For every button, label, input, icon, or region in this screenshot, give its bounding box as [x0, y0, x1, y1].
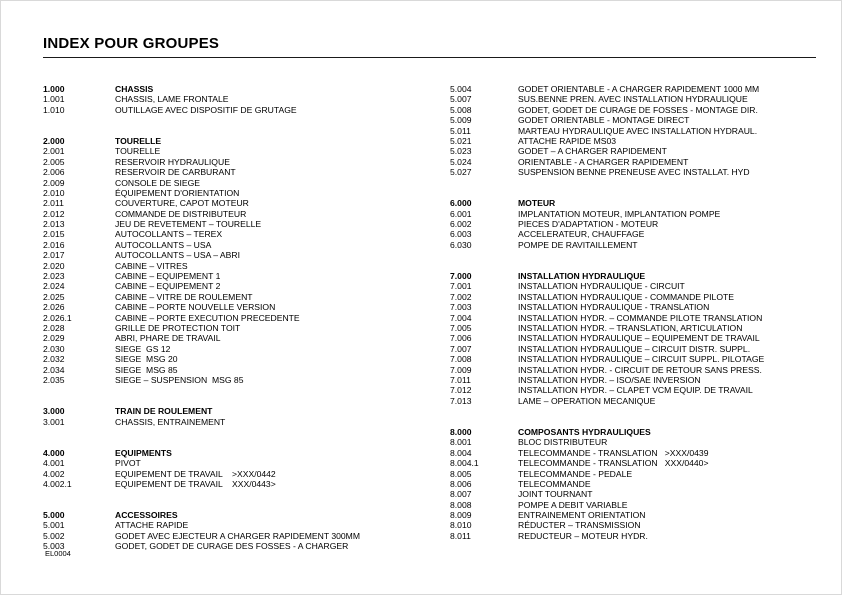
index-row-number: 5.021	[450, 135, 472, 146]
index-row-number: 5.023	[450, 146, 472, 157]
index-row-number: 2.026	[43, 302, 65, 313]
index-row-number: 4.002	[43, 468, 65, 479]
index-row	[450, 302, 764, 312]
index-row-number: 6.003	[450, 229, 472, 240]
index-row-label: MOTEUR	[518, 198, 556, 209]
index-row-label: INSTALLATION HYDRAULIQUE – EQUIPEMENT DE TRAVAIL	[518, 333, 760, 344]
index-row	[450, 354, 764, 364]
index-row	[43, 219, 360, 229]
index-row-label: POMPE DE RAVITAILLEMENT	[518, 239, 638, 250]
index-row-label: INSTALLATION HYDR. – COMMANDE PILOTE TRANSLATION	[518, 312, 763, 323]
index-row-number: 6.001	[450, 208, 472, 219]
index-row-number: 8.007	[450, 489, 472, 500]
index-row-number: 5.004	[450, 84, 472, 94]
index-row-number: 8.005	[450, 468, 472, 479]
index-section	[43, 448, 360, 490]
index-row-number: 8.011	[450, 530, 471, 541]
index-row-number: 2.013	[43, 219, 65, 230]
index-row-number: 2.011	[43, 198, 64, 209]
index-row-number: 7.002	[450, 291, 472, 302]
index-row-number: 7.013	[450, 395, 472, 406]
index-row-label: SUSPENSION BENNE PRENEUSE AVEC INSTALLAT. HYD	[518, 167, 750, 178]
index-row-number: 5.024	[450, 156, 472, 167]
index-row	[450, 84, 764, 94]
index-row-number: 8.004	[450, 447, 472, 458]
index-row	[450, 323, 764, 333]
index-row-number: 8.010	[450, 520, 472, 531]
index-row-label: COMMANDE DE DISTRIBUTEUR	[115, 208, 247, 219]
index-section	[43, 510, 360, 552]
index-row-label: COUVERTURE, CAPOT MOTEUR	[115, 198, 249, 209]
index-row-number: 7.011	[450, 374, 471, 385]
index-row-label: COMPOSANTS HYDRAULIQUES	[518, 426, 651, 437]
index-row	[43, 261, 360, 271]
index-row-label: SUS.BENNE PREN. AVEC INSTALLATION HYDRAULIQUE	[518, 94, 748, 105]
index-section-header-row	[450, 427, 764, 437]
index-row-label: JEU DE REVETEMENT – TOURELLE	[115, 219, 262, 230]
index-row-label: INSTALLATION HYDRAULIQUE – CIRCUIT DISTR. SUPPL.	[518, 343, 751, 354]
index-row-number: 5.000	[43, 510, 65, 521]
index-row	[43, 198, 360, 208]
index-row	[43, 157, 360, 167]
index-row-label: GODET, GODET DE CURAGE DES FOSSES - A CHARGER	[115, 541, 349, 552]
index-row-number: 7.005	[450, 323, 472, 334]
index-row-number: 1.010	[43, 104, 65, 115]
index-row	[450, 157, 764, 167]
index-row-label: GODET, GODET DE CURAGE DE FOSSES - MONTAGE DIR.	[518, 104, 758, 115]
index-section-header-row	[43, 406, 360, 416]
index-row-number: 6.000	[450, 198, 472, 209]
index-row	[43, 354, 360, 364]
index-row	[450, 458, 764, 468]
index-row	[450, 333, 764, 343]
index-row-label: TELECOMMANDE - PEDALE	[518, 468, 633, 479]
index-row	[43, 323, 360, 333]
index-row-label: CONSOLE DE SIEGE	[115, 177, 201, 188]
index-row	[43, 146, 360, 156]
index-row-number: 2.010	[43, 187, 65, 198]
index-section-header-row	[43, 448, 360, 458]
index-row-number: 2.016	[43, 239, 65, 250]
index-row-number: 2.030	[43, 343, 65, 354]
index-row-number: 7.001	[450, 281, 472, 292]
index-row-label: MARTEAU HYDRAULIQUE AVEC INSTALLATION HYDRAUL.	[518, 125, 758, 136]
index-row	[43, 229, 360, 239]
index-row	[450, 385, 764, 395]
index-row	[450, 240, 764, 250]
index-row-label: TOURELLE	[115, 146, 161, 157]
index-row-number: 3.000	[43, 406, 65, 417]
index-section-header-row	[450, 271, 764, 281]
index-row-label: ORIENTABLE - A CHARGER RAPIDEMENT	[518, 156, 689, 167]
index-row-label: JOINT TOURNANT	[518, 489, 593, 500]
index-row-label: PIVOT	[115, 458, 141, 469]
index-row-label: ENTRAINEMENT ORIENTATION	[518, 510, 646, 521]
index-row-label: TELECOMMANDE - TRANSLATION XXX/0440>	[518, 458, 709, 469]
document-code: EL0004	[45, 549, 71, 558]
index-row-label: CABINE – EQUIPEMENT 1	[115, 271, 221, 282]
index-row	[43, 240, 360, 250]
index-row	[450, 510, 764, 520]
index-section-header-row	[43, 510, 360, 520]
index-row	[450, 229, 764, 239]
index-row	[450, 365, 764, 375]
index-section	[43, 84, 360, 115]
index-row	[450, 105, 764, 115]
index-section	[43, 406, 360, 427]
index-row-number: 7.007	[450, 343, 472, 354]
index-row-label: CABINE – VITRES	[115, 260, 188, 271]
index-row-label: SIEGE GS 12	[115, 343, 171, 354]
index-row-number: 5.009	[450, 115, 472, 126]
index-row	[43, 365, 360, 375]
index-row-number: 7.000	[450, 271, 472, 282]
index-row-number: 5.003	[43, 541, 65, 552]
index-row-number: 5.011	[450, 125, 471, 136]
index-row	[450, 344, 764, 354]
index-row-number: 8.001	[450, 437, 472, 448]
index-row	[43, 520, 360, 530]
index-row-number: 2.001	[43, 146, 65, 157]
title-underline-rule	[43, 57, 816, 58]
index-row-label: CABINE – PORTE NOUVELLE VERSION	[115, 302, 276, 313]
index-row-label: SIEGE MSG 20	[115, 354, 178, 365]
index-row-number: 4.000	[43, 447, 65, 458]
index-row	[450, 448, 764, 458]
index-row-number: 5.002	[43, 530, 65, 541]
index-row-number: 7.004	[450, 312, 472, 323]
index-row-number: 2.000	[43, 135, 65, 146]
index-row-number: 7.012	[450, 385, 472, 396]
index-row-label: CHASSIS	[115, 84, 154, 94]
index-row-label: ACCESSOIRES	[115, 510, 178, 521]
index-row-label: INSTALLATION HYDRAULIQUE - COMMANDE PILOTE	[518, 291, 734, 302]
index-row-number: 5.008	[450, 104, 472, 115]
index-row	[450, 115, 764, 125]
index-row-label: INSTALLATION HYDRAULIQUE - CIRCUIT	[518, 281, 685, 292]
index-row-label: OUTILLAGE AVEC DISPOSITIF DE GRUTAGE	[115, 104, 297, 115]
index-row-label: EQUIPEMENT DE TRAVAIL >XXX/0442	[115, 468, 276, 479]
index-row	[43, 250, 360, 260]
index-row-label: TELECOMMANDE	[518, 478, 591, 489]
index-row-label: RESERVOIR HYDRAULIQUE	[115, 156, 230, 167]
index-row	[43, 178, 360, 188]
index-row	[43, 313, 360, 323]
index-row-number: 7.006	[450, 333, 472, 344]
index-row-number: 2.034	[43, 364, 65, 375]
index-row-label: SIEGE – SUSPENSION MSG 85	[115, 374, 244, 385]
index-row-label: GODET ORIENTABLE - A CHARGER RAPIDEMENT 1000 MM	[518, 84, 760, 94]
index-row-label: GODET ORIENTABLE - MONTAGE DIRECT	[518, 115, 690, 126]
index-row-label: RÉDUCTER – TRANSMISSION	[518, 520, 641, 531]
index-row-label: TELECOMMANDE - TRANSLATION >XXX/0439	[518, 447, 709, 458]
index-row-label: RESERVOIR DE CARBURANT	[115, 167, 236, 178]
index-row-number: 8.008	[450, 499, 472, 510]
index-row-label: INSTALLATION HYDR. – TRANSLATION, ARTICULATION	[518, 323, 743, 334]
index-row	[43, 469, 360, 479]
index-row-number: 2.020	[43, 260, 65, 271]
index-row-label: EQUIPEMENT DE TRAVAIL XXX/0443>	[115, 478, 276, 489]
index-row	[450, 531, 764, 541]
index-row	[43, 344, 360, 354]
index-row-label: IMPLANTATION MOTEUR, IMPLANTATION POMPE	[518, 208, 721, 219]
index-row-number: 7.003	[450, 302, 472, 313]
index-row	[450, 167, 764, 177]
index-row-number: 2.009	[43, 177, 65, 188]
index-row	[43, 302, 360, 312]
index-row-number: 2.024	[43, 281, 65, 292]
index-row	[450, 437, 764, 447]
index-section	[43, 136, 360, 385]
index-section	[450, 84, 764, 178]
index-section	[450, 198, 764, 250]
index-row-label: AUTOCOLLANTS – USA	[115, 239, 212, 250]
index-row-number: 6.002	[450, 219, 472, 230]
index-row-number: 1.001	[43, 94, 65, 105]
index-row-label: INSTALLATION HYDRAULIQUE – CIRCUIT SUPPL. PILOTAGE	[518, 354, 765, 365]
index-row-number: 3.001	[43, 416, 65, 427]
index-row-number: 2.023	[43, 271, 65, 282]
index-row-number: 2.012	[43, 208, 65, 219]
index-row	[450, 292, 764, 302]
index-row-number: 8.000	[450, 426, 472, 437]
index-row	[450, 489, 764, 499]
index-row-label: PIECES D'ADAPTATION - MOTEUR	[518, 219, 659, 230]
index-row	[450, 94, 764, 104]
index-row-number: 2.035	[43, 374, 65, 385]
index-row-label: INSTALLATION HYDR. – ISO/SAE INVERSION	[518, 374, 701, 385]
index-row-label: REDUCTEUR – MOTEUR HYDR.	[518, 530, 648, 541]
index-row	[450, 136, 764, 146]
index-row-label: INSTALLATION HYDR. - CIRCUIT DE RETOUR SANS PRESS.	[518, 364, 762, 375]
index-row	[450, 313, 764, 323]
index-row-label: CHASSIS, LAME FRONTALE	[115, 94, 229, 105]
index-row	[43, 292, 360, 302]
index-row-number: 2.025	[43, 291, 65, 302]
index-row-number: 2.017	[43, 250, 65, 261]
index-row-label: TRAIN DE ROULEMENT	[115, 406, 213, 417]
index-row	[450, 396, 764, 406]
index-row-label: POMPE A DEBIT VARIABLE	[518, 499, 628, 510]
index-row	[450, 520, 764, 530]
index-row-label: ATTACHE RAPIDE MS03	[518, 135, 617, 146]
index-row-number: 7.008	[450, 354, 472, 365]
index-row-number: 4.002.1	[43, 478, 72, 489]
index-row-label: LAME – OPERATION MECANIQUE	[518, 395, 656, 406]
index-row	[43, 209, 360, 219]
index-row-label: BLOC DISTRIBUTEUR	[518, 437, 608, 448]
index-row-label: AUTOCOLLANTS – USA – ABRI	[115, 250, 240, 261]
index-section-header-row	[450, 198, 764, 208]
page-title: INDEX POUR GROUPES	[43, 35, 220, 52]
index-section-header-row	[43, 84, 360, 94]
index-row-label: AUTOCOLLANTS – TEREX	[115, 229, 223, 240]
index-row-label: SIEGE MSG 85	[115, 364, 178, 375]
index-row-label: INSTALLATION HYDRAULIQUE - TRANSLATION	[518, 302, 710, 313]
index-row-number: 8.009	[450, 510, 472, 521]
index-row	[43, 458, 360, 468]
index-row-label: CABINE – EQUIPEMENT 2	[115, 281, 221, 292]
index-row	[450, 375, 764, 385]
index-row-label: CABINE – VITRE DE ROULEMENT	[115, 291, 253, 302]
index-row-label: INSTALLATION HYDRAULIQUE	[518, 271, 646, 282]
index-row	[43, 375, 360, 385]
index-row	[43, 105, 360, 115]
index-row-number: 2.006	[43, 167, 65, 178]
index-row-number: 6.030	[450, 239, 472, 250]
index-row-label: GODET – A CHARGER RAPIDEMENT	[518, 146, 667, 157]
index-row	[43, 167, 360, 177]
index-row-label: ACCELERATEUR, CHAUFFAGE	[518, 229, 645, 240]
index-row-number: 2.005	[43, 156, 65, 167]
index-row-number: 4.001	[43, 458, 65, 469]
index-row	[450, 219, 764, 229]
index-row	[43, 479, 360, 489]
index-row-label: GODET AVEC EJECTEUR A CHARGER RAPIDEMENT 300MM	[115, 530, 360, 541]
index-row-label: ÉQUIPEMENT D'ORIENTATION	[115, 187, 240, 198]
index-row	[43, 333, 360, 343]
index-row	[43, 188, 360, 198]
index-row	[450, 126, 764, 136]
index-row-number: 1.000	[43, 84, 65, 94]
index-row-number: 5.007	[450, 94, 472, 105]
index-row-number: 2.032	[43, 354, 65, 365]
index-row-label: GRILLE DE PROTECTION TOIT	[115, 323, 241, 333]
index-row-number: 7.009	[450, 364, 472, 375]
index-row-number: 2.026.1	[43, 312, 72, 323]
index-row	[450, 469, 764, 479]
index-row-number: 5.001	[43, 520, 65, 531]
index-row	[450, 209, 764, 219]
index-row-label: INSTALLATION HYDR. – CLAPET VCM EQUIP. DE TRAVAIL	[518, 385, 753, 396]
index-row-number: 2.028	[43, 323, 65, 333]
index-row	[43, 541, 360, 551]
index-row-label: CHASSIS, ENTRAINEMENT	[115, 416, 226, 427]
index-row-number: 8.004.1	[450, 458, 479, 469]
index-row	[43, 281, 360, 291]
index-section-header-row	[43, 136, 360, 146]
index-row	[450, 146, 764, 156]
index-row	[450, 479, 764, 489]
index-row-number: 8.006	[450, 478, 472, 489]
index-row-number: 2.029	[43, 333, 65, 344]
index-row	[43, 271, 360, 281]
index-row	[450, 500, 764, 510]
index-row-label: CABINE – PORTE EXECUTION PRECEDENTE	[115, 312, 300, 323]
index-row-label: TOURELLE	[115, 135, 162, 146]
index-section	[450, 427, 764, 541]
index-row-label: ATTACHE RAPIDE	[115, 520, 189, 531]
index-column-right	[450, 84, 764, 541]
index-row-label: ABRI, PHARE DE TRAVAIL	[115, 333, 221, 344]
index-row	[450, 281, 764, 291]
index-row-number: 2.015	[43, 229, 65, 240]
index-row	[43, 531, 360, 541]
index-row	[43, 417, 360, 427]
index-section	[450, 271, 764, 406]
index-row-label: EQUIPMENTS	[115, 447, 172, 458]
index-row	[43, 94, 360, 104]
index-row-number: 5.027	[450, 167, 472, 178]
index-column-left	[43, 84, 360, 552]
